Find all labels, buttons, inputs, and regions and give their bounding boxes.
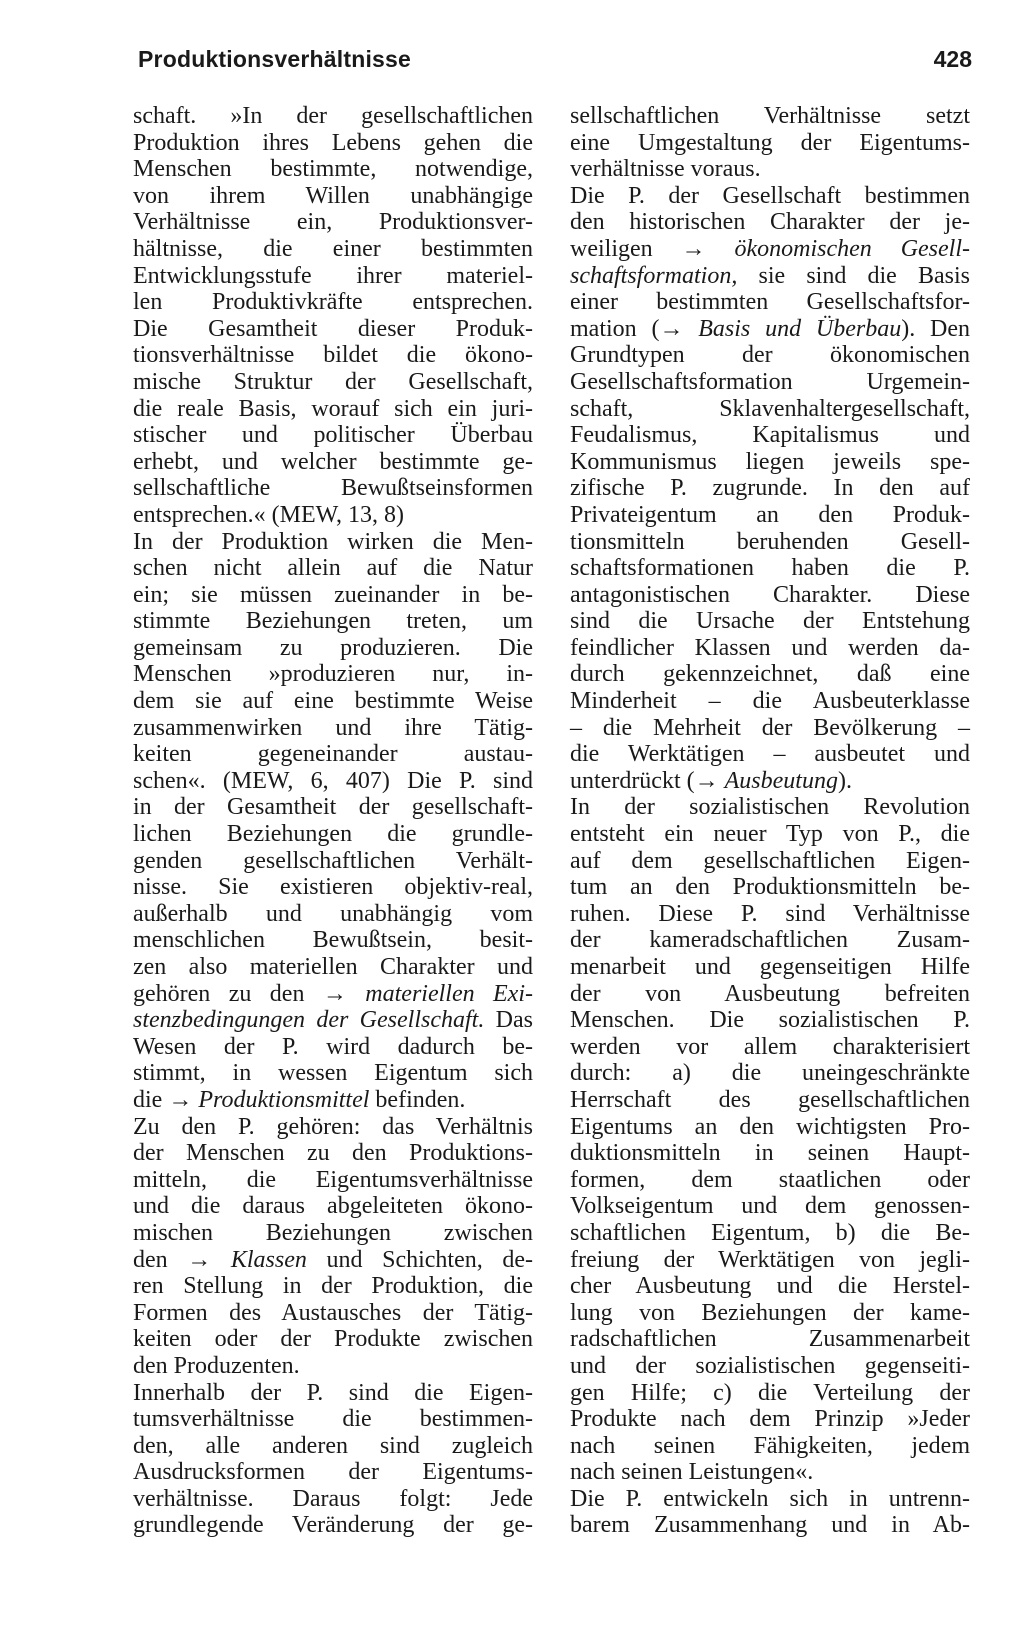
- text-line: In der sozialistischen Revolution: [570, 794, 970, 821]
- text-line: Volkseigentum und dem genossen-: [570, 1193, 970, 1220]
- text-line: tionsverhältnisse bildet die ökono-: [133, 342, 533, 369]
- text-line: unterdrückt (→ Ausbeutung).: [570, 767, 852, 794]
- text-line: antagonistischen Charakter. Diese: [570, 581, 970, 608]
- text-line: stischer und politischer Überbau: [133, 422, 533, 449]
- text-line: mitteln, die Eigentumsverhältnisse: [133, 1166, 533, 1193]
- text-line: Formen des Austausches der Tätig-: [133, 1299, 533, 1326]
- text-line: werden vor allem charakterisiert: [570, 1033, 970, 1060]
- text-line: sellschaftliche Bewußtseinsformen: [133, 475, 533, 502]
- text-line: Gesellschaftsformation Urgemein-: [570, 368, 970, 395]
- text-line: weiligen → ökonomischen Gesell-: [570, 235, 971, 262]
- text-line: gehören zu den → materiellen Exi-: [133, 980, 533, 1007]
- text-line: eine Umgestaltung der Eigentums-: [570, 129, 970, 156]
- text-line: einer bestimmten Gesellschaftsfor-: [570, 289, 970, 316]
- text-line: Verhältnisse ein, Produktionsver-: [133, 209, 533, 236]
- text-line: den historischen Charakter der je-: [570, 209, 970, 236]
- text-line: Privateigentum an den Produk-: [570, 501, 970, 528]
- text-line: durch gekennzeichnet, daß eine: [570, 661, 970, 688]
- text-line: Eigentums an den wichtigsten Pro-: [570, 1113, 970, 1140]
- text-line: Zu den P. gehören: das Verhältnis: [133, 1113, 533, 1140]
- text-line: schen«. (MEW, 6, 407) Die P. sind: [133, 767, 533, 794]
- text-line: mische Struktur der Gesellschaft,: [133, 368, 533, 395]
- text-line: dem sie auf eine bestimmte Weise: [133, 688, 533, 715]
- text-line: duktionsmitteln in seinen Haupt-: [570, 1140, 970, 1167]
- text-line: gen Hilfe; c) die Verteilung der: [570, 1379, 970, 1406]
- text-line: Herrschaft des gesellschaftlichen: [570, 1086, 970, 1113]
- text-line: Feudalismus, Kapitalismus und: [570, 422, 970, 449]
- text-line: len Produktivkräfte entsprechen.: [133, 289, 533, 316]
- right-text-column: [570, 103, 970, 1539]
- text-line: der kameradschaftlichen Zusam-: [570, 927, 970, 954]
- text-line: nach seinen Fähigkeiten, jedem: [570, 1432, 970, 1459]
- text-line: hältnisse, die einer bestimmten: [133, 235, 533, 262]
- text-line: in der Gesamtheit der gesellschaft-: [133, 794, 533, 821]
- text-line: den Produzenten.: [133, 1352, 300, 1379]
- text-line: Minderheit – die Ausbeuterklasse: [570, 688, 970, 715]
- text-line: In der Produktion wirken die Men-: [133, 528, 533, 555]
- text-line: Menschen »produzieren nur, in-: [133, 661, 533, 688]
- text-line: Produkte nach dem Prinzip »Jeder: [570, 1406, 970, 1433]
- text-line: ein; sie müssen zueinander in be-: [133, 581, 533, 608]
- text-line: nisse. Sie existieren objektiv-real,: [133, 874, 533, 901]
- text-line: Die Gesamtheit dieser Produk-: [133, 315, 533, 342]
- text-line: Wesen der P. wird dadurch be-: [133, 1033, 533, 1060]
- text-line: zusammenwirken und ihre Tätig-: [133, 714, 533, 741]
- text-line: tum an den Produktionsmitteln be-: [570, 874, 970, 901]
- text-line: schen nicht allein auf die Natur: [133, 555, 533, 582]
- text-line: Produktion ihres Lebens gehen die: [133, 129, 533, 156]
- text-line: die → Produktionsmittel befinden.: [133, 1086, 466, 1113]
- text-line: erhebt, und welcher bestimmte ge-: [133, 448, 533, 475]
- text-line: außerhalb und unabhängig vom: [133, 900, 533, 927]
- text-line: feindlicher Klassen und werden da-: [570, 634, 970, 661]
- text-line: Innerhalb der P. sind die Eigen-: [133, 1379, 533, 1406]
- text-line: freiung der Werktätigen von jegli-: [570, 1246, 970, 1273]
- left-text-column: [133, 103, 533, 1539]
- running-head: Produktionsverhältnisse: [138, 46, 412, 72]
- text-line: keiten gegeneinander austau-: [133, 741, 533, 768]
- text-line: auf dem gesellschaftlichen Eigen-: [570, 847, 970, 874]
- text-line: schaftlichen Eigentum, b) die Be-: [570, 1219, 970, 1246]
- text-line: grundlegende Veränderung der ge-: [133, 1512, 533, 1539]
- text-line: lung von Beziehungen der kame-: [570, 1299, 970, 1326]
- text-line: lichen Beziehungen die grundle-: [133, 821, 533, 848]
- page-number: 428: [933, 46, 972, 72]
- text-line: barem Zusammenhang und in Ab-: [570, 1512, 970, 1539]
- text-line: stimmte Beziehungen treten, um: [133, 608, 533, 635]
- text-line: verhältnisse. Daraus folgt: Jede: [133, 1485, 533, 1512]
- text-line: genden gesellschaftlichen Verhält-: [133, 847, 533, 874]
- text-line: stenzbedingungen der Gesellschaft. Das: [133, 1007, 534, 1034]
- text-line: mation (→ Basis und Überbau). Den: [570, 315, 970, 342]
- text-line: – die Mehrheit der Bevölkerung –: [570, 714, 970, 741]
- text-line: Menschen. Die sozialistischen P.: [570, 1007, 970, 1034]
- text-line: Entwicklungsstufe ihrer materiel-: [133, 262, 533, 289]
- text-line: zen also materiellen Charakter und: [133, 954, 533, 980]
- text-line: von ihrem Willen unabhängige: [133, 182, 533, 209]
- text-line: radschaftlichen Zusammenarbeit: [570, 1326, 970, 1353]
- text-line: formen, dem staatlichen oder: [570, 1166, 970, 1193]
- text-line: stimmt, in wessen Eigentum sich: [133, 1060, 533, 1087]
- text-line: ren Stellung in der Produktion, die: [133, 1273, 533, 1300]
- text-line: schaft, Sklavenhaltergesellschaft,: [570, 395, 970, 422]
- text-line: verhältnisse voraus.: [570, 156, 761, 183]
- text-line: die reale Basis, worauf sich ein juri-: [133, 395, 533, 422]
- text-line: tumsverhältnisse die bestimmen-: [133, 1406, 533, 1433]
- text-line: Die P. entwickeln sich in untrenn-: [570, 1485, 970, 1512]
- text-line: der Menschen zu den Produktions-: [133, 1140, 533, 1167]
- text-line: zifische P. zugrunde. In den auf: [570, 475, 970, 502]
- text-line: die Werktätigen – ausbeutet und: [570, 741, 970, 768]
- text-line: Grundtypen der ökonomischen: [570, 342, 970, 369]
- text-line: Menschen bestimmte, notwendige,: [133, 156, 533, 183]
- text-line: den → Klassen und Schichten, de-: [133, 1246, 533, 1273]
- text-line: und der sozialistischen gegenseiti-: [570, 1352, 970, 1379]
- text-line: mischen Beziehungen zwischen: [133, 1219, 533, 1246]
- text-line: keiten oder der Produkte zwischen: [133, 1326, 533, 1353]
- text-line: menarbeit und gegenseitigen Hilfe: [570, 954, 970, 980]
- text-line: ruhen. Diese P. sind Verhältnisse: [570, 900, 970, 927]
- text-line: cher Ausbeutung und die Herstel-: [570, 1273, 970, 1300]
- text-line: Kommunismus liegen jeweils spe-: [570, 448, 970, 475]
- text-line: durch: a) die uneingeschränkte: [570, 1060, 970, 1087]
- text-line: sellschaftlichen Verhältnisse setzt: [570, 103, 970, 129]
- text-line: sind die Ursache der Entstehung: [570, 608, 970, 635]
- text-line: und die daraus abgeleiteten ökono-: [133, 1193, 533, 1220]
- text-line: tionsmitteln beruhenden Gesell-: [570, 528, 970, 555]
- text-line: gemeinsam zu produzieren. Die: [133, 634, 533, 661]
- text-line: schaft. »In der gesellschaftlichen: [133, 103, 533, 129]
- text-line: nach seinen Leistungen«.: [570, 1459, 814, 1486]
- text-line: schaftsformationen haben die P.: [570, 555, 970, 582]
- text-line: den, alle anderen sind zugleich: [133, 1432, 533, 1459]
- text-line: Die P. der Gesellschaft bestimmen: [570, 182, 970, 209]
- text-line: entsprechen.« (MEW, 13, 8): [133, 501, 405, 528]
- text-line: entsteht ein neuer Typ von P., die: [570, 821, 970, 848]
- text-line: menschlichen Bewußtsein, besit-: [133, 927, 533, 954]
- text-line: schaftsformation, sie sind die Basis: [570, 262, 970, 289]
- text-line: der von Ausbeutung befreiten: [570, 980, 970, 1007]
- text-line: Ausdrucksformen der Eigentums-: [133, 1459, 533, 1486]
